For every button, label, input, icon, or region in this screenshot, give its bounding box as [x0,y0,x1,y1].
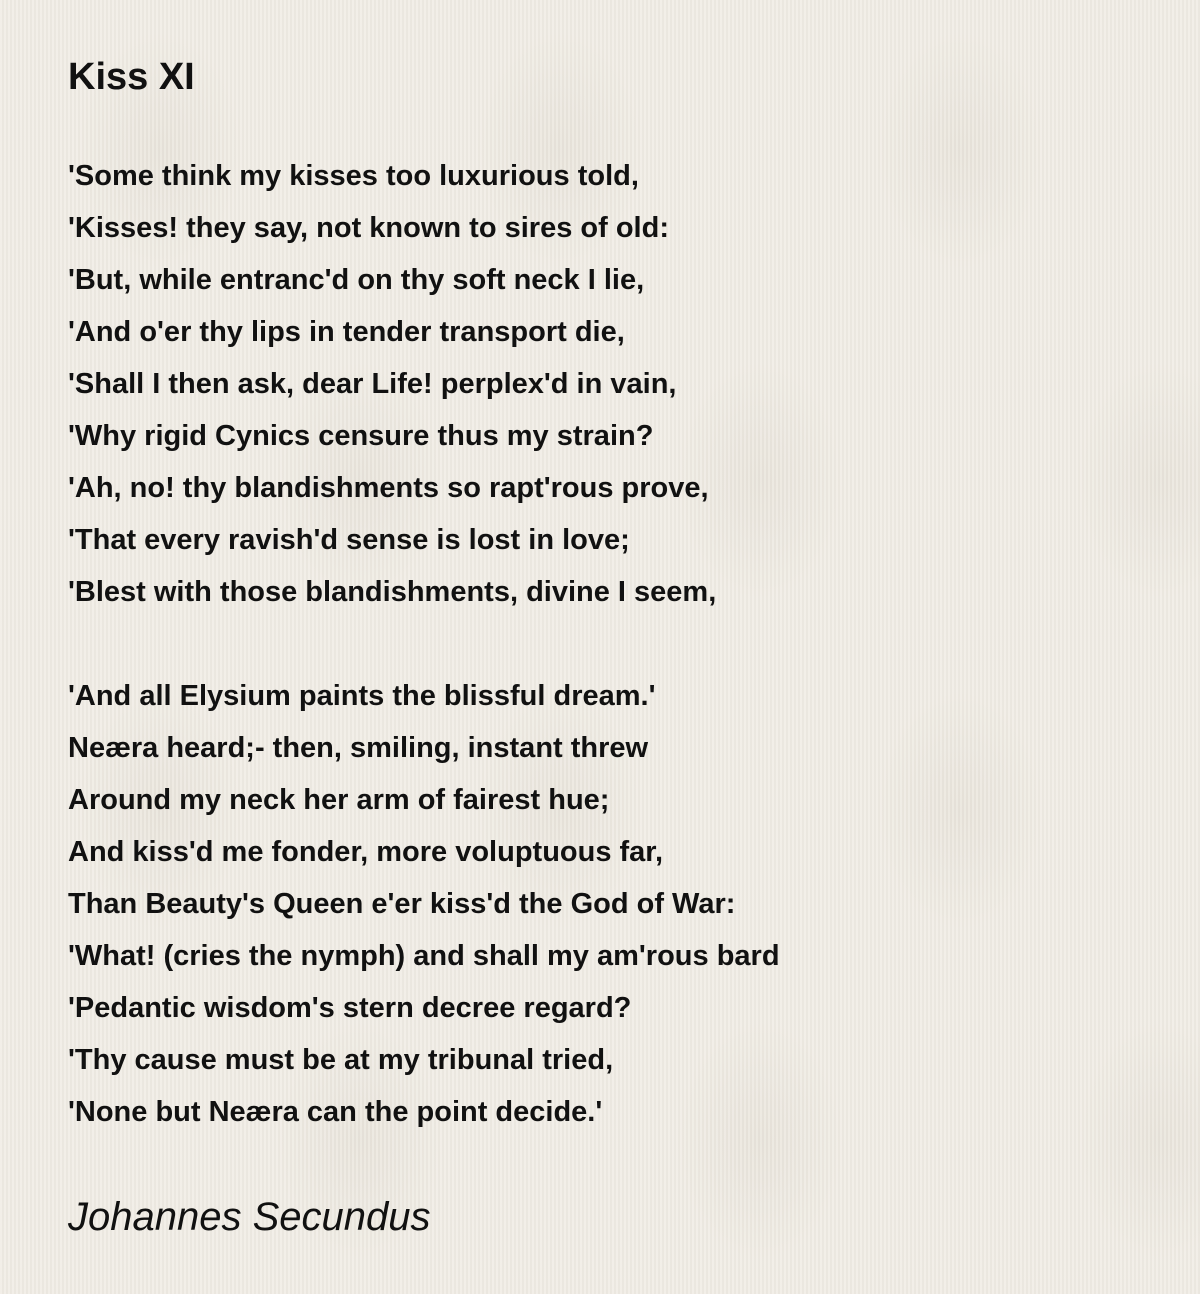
poem-line: 'None but Neæra can the point decide.' [68,1096,603,1128]
poem-line: And kiss'd me fonder, more voluptuous far, [68,836,664,868]
poem-line: 'Some think my kisses too luxurious told, [68,160,639,192]
poem-line: 'Shall I then ask, dear Life! perplex'd in vain, [68,368,677,400]
poem-line: 'And all Elysium paints the blissful dream.' [68,680,656,712]
poem-line: 'Kisses! they say, not known to sires of old: [68,212,669,244]
poem-line: Neæra heard;- then, smiling, instant threw [68,732,649,764]
poem-line: 'That every ravish'd sense is lost in love; [68,524,630,556]
poem-line: 'Why rigid Cynics censure thus my strain? [68,420,654,452]
poem-line: 'And o'er thy lips in tender transport die, [68,316,625,348]
poem-title: Kiss XI [68,56,195,98]
stanza [68,150,780,618]
poem-line: 'Blest with those blandishments, divine I seem, [68,576,717,608]
poem-line: Around my neck her arm of fairest hue; [68,784,610,816]
poem-body [68,150,780,1138]
poem-line: 'But, while entranc'd on thy soft neck I lie, [68,264,645,296]
poem-line: 'What! (cries the nymph) and shall my am'rous bard [68,940,780,972]
poem-line: 'Thy cause must be at my tribunal tried, [68,1044,614,1076]
poem-line: Than Beauty's Queen e'er kiss'd the God of War: [68,888,736,920]
poem-line: 'Pedantic wisdom's stern decree regard? [68,992,632,1024]
poem-author: Johannes Secundus [68,1195,431,1239]
stanza [68,670,780,1138]
poem-line: 'Ah, no! thy blandishments so rapt'rous prove, [68,472,709,504]
